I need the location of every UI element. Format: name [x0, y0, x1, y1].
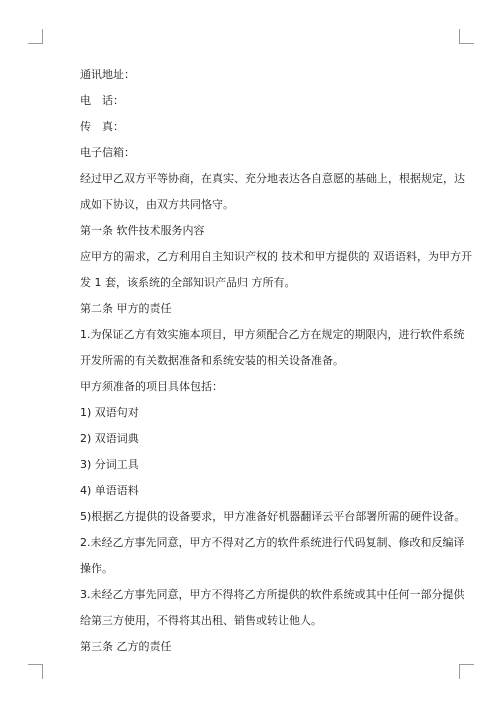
- prep-item-3: 3) 分词工具: [80, 458, 139, 471]
- article-2-item-1-line-1: 1.为保证乙方有效实施本项目，甲方须配合乙方在规定的期限内，进行软件系统: [80, 328, 465, 341]
- phone-label: 电 话：: [80, 94, 124, 107]
- article-1-line-1: 应甲方的需求，乙方利用自主知识产权的 技术和甲方提供的 双语语料，为甲方开: [80, 250, 472, 263]
- article-2-item-2-line-2: 操作。: [80, 562, 113, 575]
- preamble-line-1: 经过甲乙双方平等协商，在真实、充分地表达各自意愿的基础上，根据规定，达: [80, 172, 465, 185]
- article-2-item-3-line-2: 给第三方使用，不得将其出租、销售或转让他人。: [80, 614, 322, 627]
- email-label: 电子信箱：: [80, 146, 135, 159]
- article-2-heading: 第二条 甲方的责任: [80, 302, 172, 315]
- prep-item-5: 5)根据乙方提供的设备要求，甲方准备好机器翻译云平台部署所需的硬件设备。: [80, 510, 466, 523]
- prep-items-intro: 甲方须准备的项目具体包括：: [80, 380, 223, 393]
- article-2-item-1-line-2: 开发所需的有关数据准备和系统安装的相关设备准备。: [80, 354, 344, 367]
- crop-mark-top-right: [459, 29, 474, 44]
- article-1-heading: 第一条 软件技术服务内容: [80, 224, 205, 237]
- address-label: 通讯地址：: [80, 68, 135, 81]
- prep-item-2: 2) 双语词典: [80, 432, 139, 445]
- article-2-item-3-line-1: 3.未经乙方事先同意，甲方不得将乙方所提供的软件系统或其中任何一部分提供: [80, 588, 465, 601]
- prep-item-4: 4) 单语语料: [80, 484, 139, 497]
- article-1-line-2: 发 1 套，该系统的全部知识产品归 方所有。: [80, 276, 296, 289]
- crop-mark-top-left: [28, 29, 43, 44]
- article-3-heading: 第三条 乙方的责任: [80, 640, 172, 653]
- preamble-line-2: 成如下协议，由双方共同恪守。: [80, 198, 234, 211]
- crop-mark-bottom-left: [28, 664, 43, 679]
- article-2-item-2-line-1: 2.未经乙方事先同意，甲方不得对乙方的软件系统进行代码复制、修改和反编译: [80, 536, 465, 549]
- crop-mark-bottom-right: [459, 664, 474, 679]
- prep-item-1: 1) 双语句对: [80, 406, 139, 419]
- fax-label: 传 真：: [80, 120, 124, 133]
